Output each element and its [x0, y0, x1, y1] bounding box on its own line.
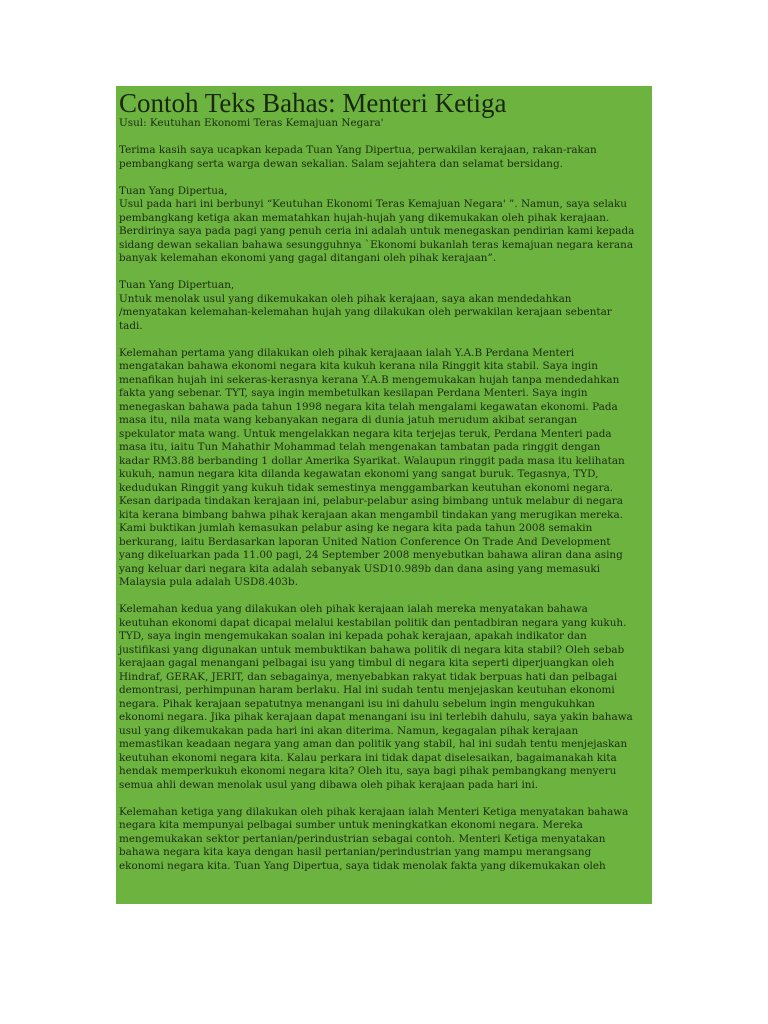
paragraph [119, 347, 649, 590]
text-line: Malaysia pula adalah USD8.403b. [119, 576, 299, 588]
text-line: yang keluar dari negara kita adalah sebanyak USD10.989b dan dana asing yang memasuki [119, 562, 601, 575]
text-line: menegaskan bahawa pada tahun 1998 negara kita telah mengalami kegawatan ekonomi. Pada [119, 400, 618, 413]
text-line: ekonomi negara. Jika pihak kerajaan dapat menangani isu ini terlebih dahulu, saya yakin bahawa [119, 711, 633, 723]
text-line: justifikasi yang digunakan untuk membuktikan bahawa politik di negara kita stabil? Oleh sebab [119, 643, 625, 656]
text-line: pembangkang serta warga dewan sekalian. Salam sejahtera dan selamat bersidang. [119, 157, 563, 170]
text-line: Tuan Yang Dipertua, [119, 184, 228, 197]
text-line: menafikan hujah ini sekeras-kerasnya kerana Y.A.B mengemukakan hujah tanpa mendedahkan [119, 373, 620, 386]
text-line: negara. Pihak kerajaan sepatutnya menangani isu ini dahulu sebelum ingin mengukuhkan [119, 697, 595, 710]
text-line: Kelemahan pertama yang dilakukan oleh pihak kerajaaan ialah Y.A.B Perdana Menteri [119, 346, 575, 359]
text-line: Berdirinya saya pada pagi yang penuh ceria ini adalah untuk menegaskan pendirian kami kepada [119, 225, 635, 237]
text-line: usul yang dikemukakan pada hari ini akan diterima. Namun, kegagalan pihak kerajaan [119, 724, 579, 737]
text-line: Kesan daripada tindakan kerajaan ini, pelabur-pelabur asing bimbang untuk melabur di negara [119, 495, 623, 507]
text-line: sidang dewan sekalian bahawa sesungguhnya `Ekonomi bukanlah teras kemajuan negara kerana [119, 238, 634, 251]
text-line: mengemukakan sektor pertanian/perindustrian sebagai contoh. Menteri Ketiga menyatakan [119, 832, 606, 845]
text-line: Tuan Yang Dipertuan, [119, 279, 235, 291]
text-line: bahawa negara kita kaya dengan hasil pertanian/perindustrian yang mampu merangsang [119, 846, 592, 858]
text-line: negara kita mempunyai pelbagai sumber untuk meningkatkan ekonomi negara. Mereka [119, 819, 583, 831]
document-title: Contoh Teks Bahas: Menteri Ketiga [119, 88, 507, 118]
text-line: /menyatakan kelemahan-kelemahan hujah yang dilakukan oleh perwakilan kerajaan sebentar [119, 306, 612, 318]
text-line: Kelemahan ketiga yang dilakukan oleh pihak kerajaan ialah Menteri Ketiga menyatakan bahawa [119, 805, 629, 818]
text-line: tadi. [119, 319, 143, 332]
paragraph [119, 806, 649, 874]
text-line: fakta yang sebenar. TYT, saya ingin membetulkan kesilapan Perdana Menteri. Saya ingin [119, 387, 588, 399]
text-line: kerajaan gagal menangani pelbagai isu yang timbul di negara kita seperti diperjuangkan oleh [119, 657, 615, 669]
text-line: Terima kasih saya ucapkan kepada Tuan Yang Dipertua, perwakilan kerajaan, rakan-rakan [119, 144, 597, 156]
text-line: TYD, saya ingin mengemukakan soalan ini kepada pohak kerajaan, apakah indikator dan [119, 630, 587, 642]
text-line: kukuh, namun negara kita dilanda kegawatan ekonomi yang sangat buruk. Tegasnya, TYD, [119, 468, 599, 480]
text-line: kedudukan Ringgit yang kukuh tidak semestinya menggambarkan keutuhan ekonomi negara. [119, 481, 614, 494]
text-line: masa itu, nila mata wang kebanyakan negara di dunia jatuh merudum akibat serangan [119, 414, 578, 426]
paragraph [119, 185, 649, 266]
text-line: Usul pada hari ini berbunyi “Keutuhan Ekonomi Teras Kemajuan Negara' ”. Namun, saya selaku [119, 198, 627, 210]
paragraph [119, 117, 649, 131]
text-line: berkurang, iaitu Berdasarkan laporan United Nation Conference On Trade And Development [119, 535, 611, 548]
text-line: yang dikeluarkan pada 11.00 pagi, 24 September 2008 menyebutkan bahawa aliran dana asing [119, 549, 623, 561]
text-line: keutuhan ekonomi negara kita. Kalau perkara ini tidak dapat diselesaikan, bagaimanakah kita [119, 751, 617, 764]
text-line: keutuhan ekonomi dapat dicapai melalui kestabilan politik dan pentadbiran negara yang kukuh. [119, 616, 627, 629]
text-line: masa itu, iaitu Tun Mahathir Mohammad telah mengenakan tambatan pada ringgit dengan [119, 441, 601, 453]
paragraph [119, 144, 649, 171]
text-line: mengatakan bahawa ekonomi negara kita kukuh kerana nila Ringgit kita stabil. Saya ingin [119, 360, 598, 372]
text-line: kita kerana bimbang bahwa pihak kerajaan akan mengambil tindakan yang merugikan mereka. [119, 508, 623, 521]
text-line: Untuk menolak usul yang dikemukakan oleh pihak kerajaan, saya akan mendedahkan [119, 292, 572, 305]
document-body [119, 117, 649, 873]
text-line: banyak kelemahan ekonomi yang gagal ditangani oleh pihak kerajaan”. [119, 252, 497, 264]
text-line: Usul: Keutuhan Ekonomi Teras Kemajuan Negara' [119, 117, 384, 129]
text-line: kadar RM3.88 berbanding 1 dollar Amerika Syarikat. Walaupun ringgit pada masa itu kelihatan [119, 454, 625, 467]
text-line: pembangkang ketiga akan mematahkan hujah-hujah yang dikemukakan oleh pihak kerajaan. [119, 211, 610, 224]
paragraph [119, 279, 649, 333]
text-line: hendak memperkukuh ekonomi negara kita? Oleh itu, saya bagi pihak pembangkang menyeru [119, 765, 617, 777]
text-line: ekonomi negara kita. Tuan Yang Dipertua, saya tidak menolak fakta yang dikemukakan oleh [119, 859, 606, 872]
text-line: demontrasi, perhimpunan haram berlaku. Hal ini sudah tentu menjejaskan keutuhan ekonomi [119, 684, 615, 696]
text-line: Kami buktikan jumlah kemasukan pelabur asing ke negara kita pada tahun 2008 semakin [119, 522, 593, 534]
text-line: semua ahli dewan menolak usul yang dibawa oleh pihak kerajaan pada hari ini. [119, 778, 539, 791]
text-line: memastikan keadaan negara yang aman dan politik yang stabil, hal ini sudah tentu menjejaskan [119, 738, 628, 750]
text-line: spekulator mata wang. Untuk mengelakkan negara kita terjejas teruk, Perdana Menteri pada [119, 427, 612, 440]
text-line: Hindraf, GERAK, JERIT, dan sebagainya, menyebabkan rakyat tidak berpuas hati dan pelbagai [119, 670, 618, 683]
text-line: Kelemahan kedua yang dilakukan oleh pihak kerajaan ialah mereka menyatakan bahawa [119, 603, 588, 615]
paragraph [119, 603, 649, 792]
document-page [116, 86, 652, 904]
